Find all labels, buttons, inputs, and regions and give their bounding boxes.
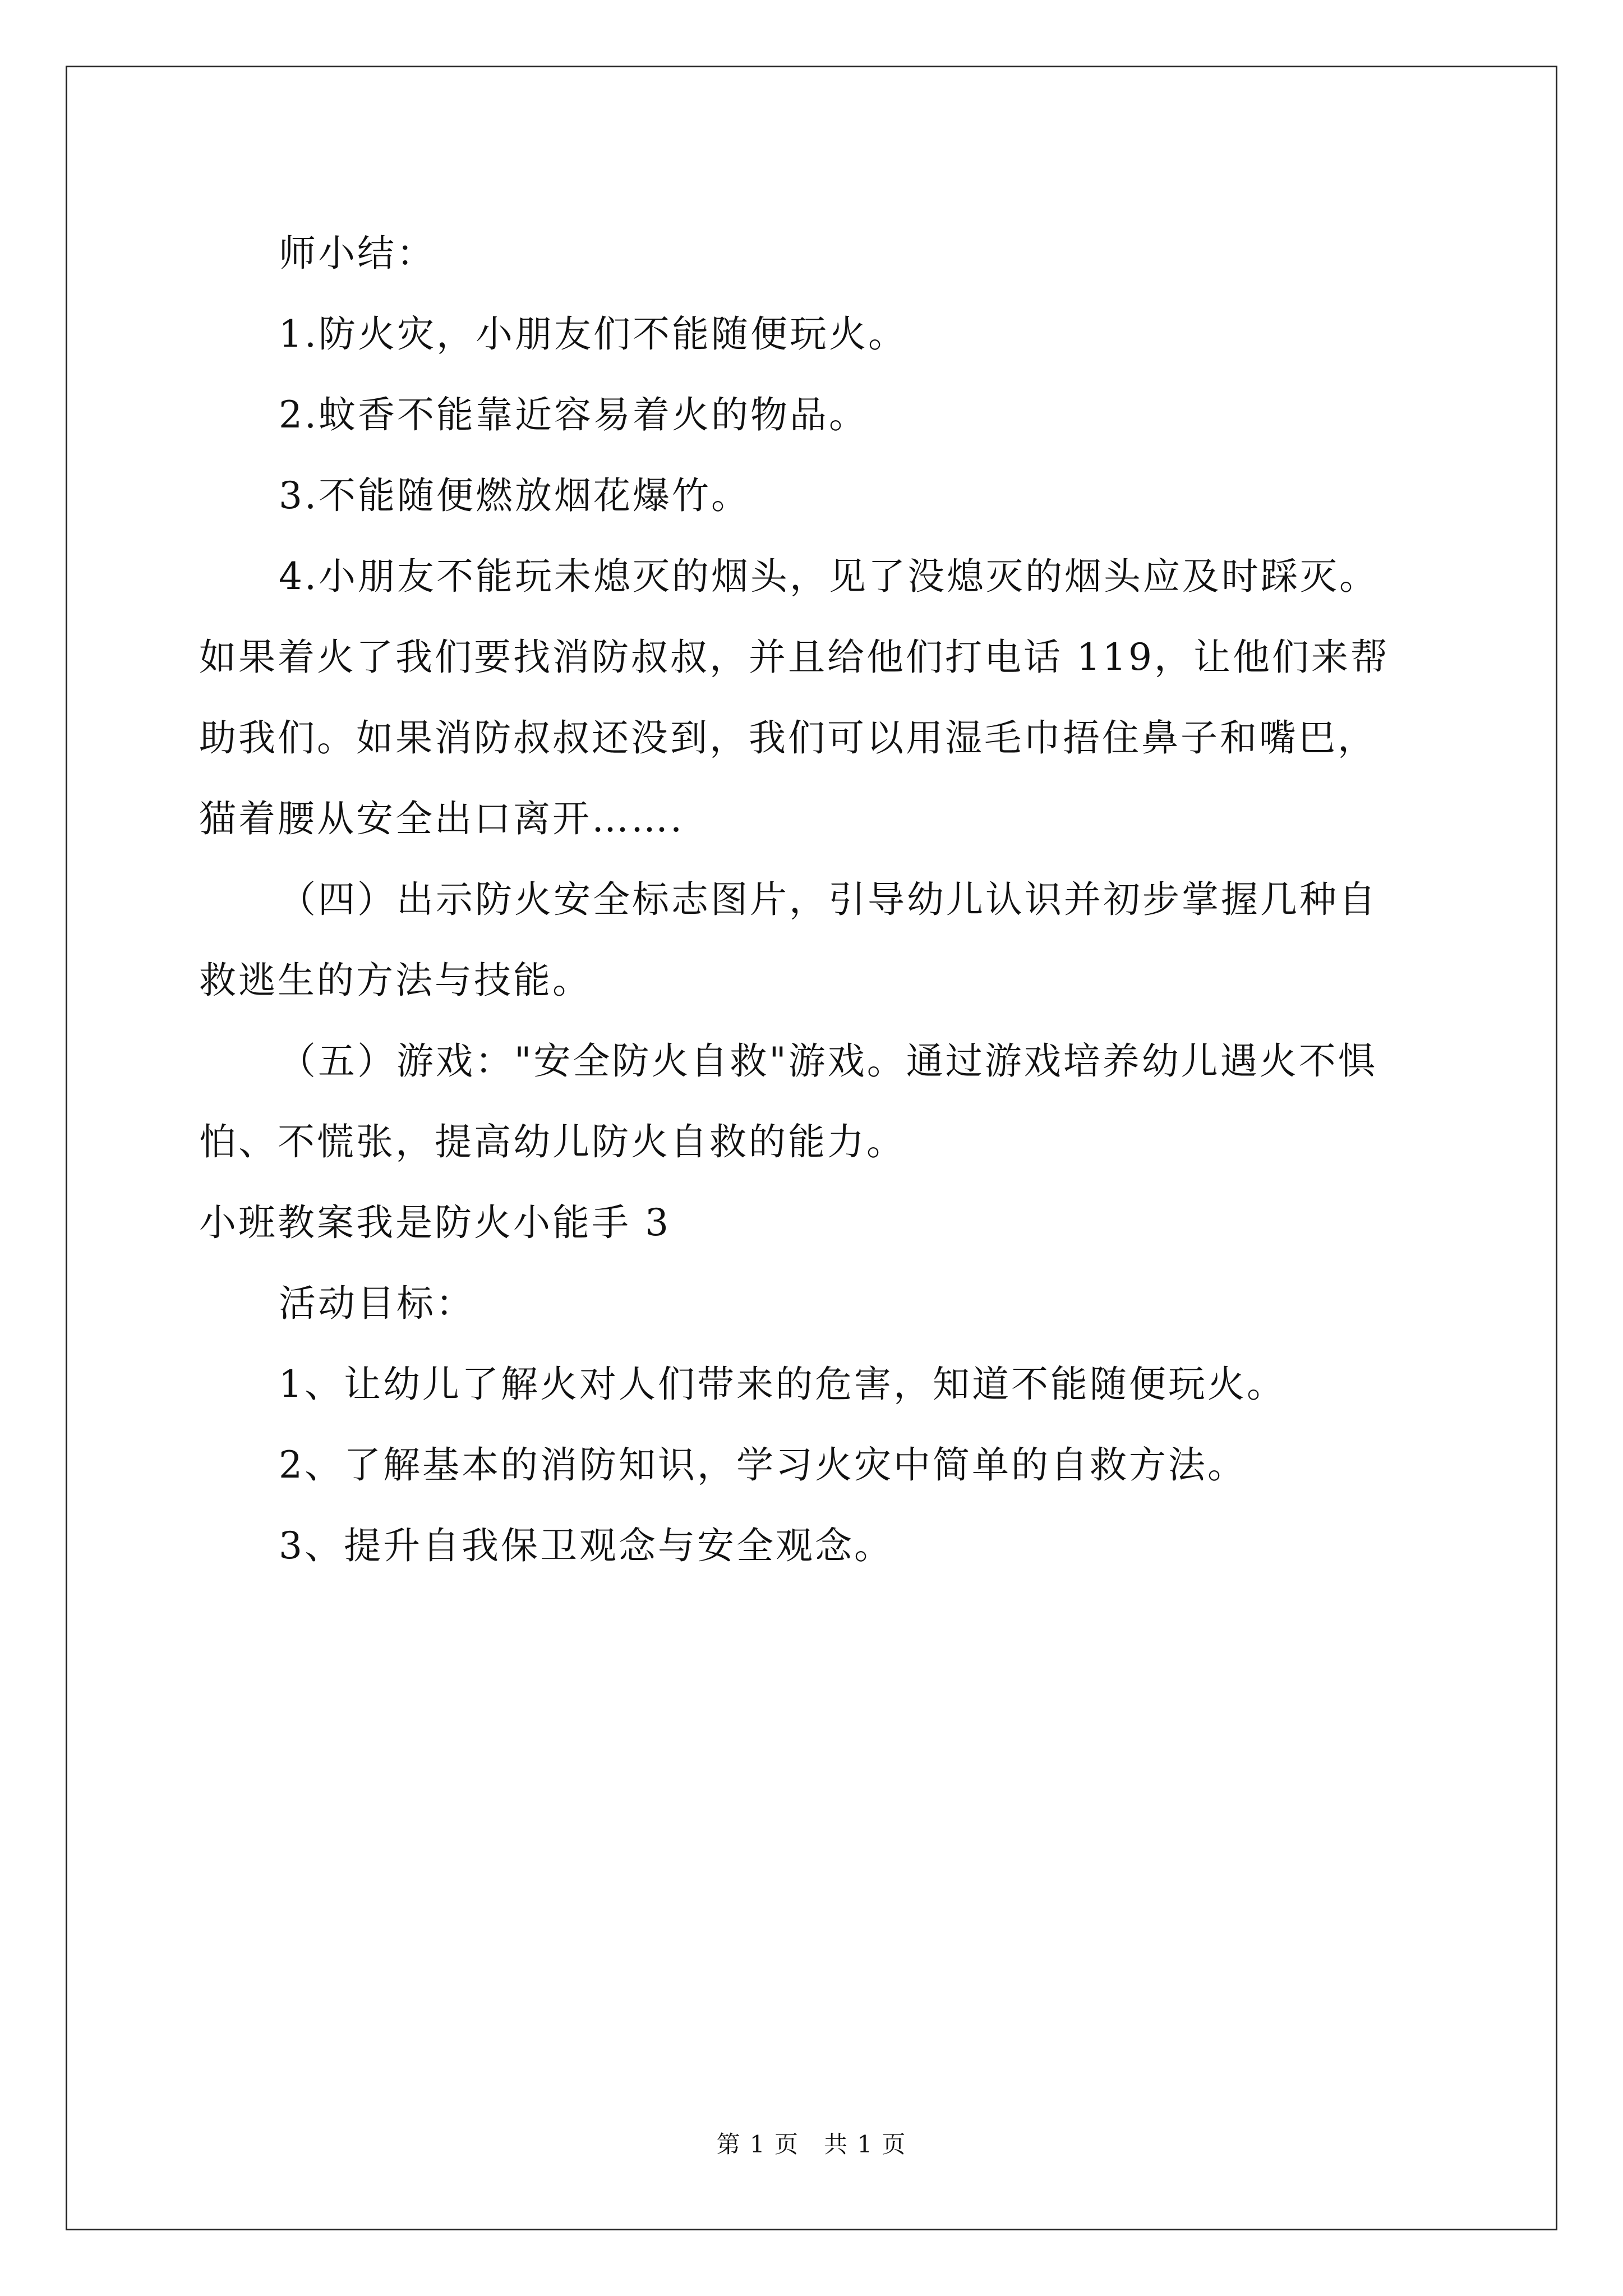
summary-item-4-line-4: 猫着腰从安全出口离开……. (199, 797, 684, 840)
objective-1: 1、让幼儿了解火对人们带来的危害，知道不能随便玩火。 (279, 1363, 1286, 1406)
section-title: 小班教案我是防火小能手 3 (199, 1201, 671, 1244)
objectives-heading: 活动目标： (279, 1282, 475, 1325)
summary-item-2: 2.蚊香不能靠近容易着火的物品。 (279, 393, 868, 436)
summary-item-4-line-2: 如果着火了我们要找消防叔叔，并且给他们打电话 119，让他们来帮 (199, 636, 1390, 679)
summary-item-4-line-3: 助我们。如果消防叔叔还没到，我们可以用湿毛巾捂住鼻子和嘴巴， (199, 716, 1377, 760)
summary-heading: 师小结： (279, 232, 436, 275)
objective-2: 2、了解基本的消防知识，学习火灾中简单的自救方法。 (279, 1443, 1247, 1487)
document-body (199, 213, 1433, 1586)
step-four-line-2: 救逃生的方法与技能。 (199, 959, 592, 1002)
summary-item-3: 3.不能随便燃放烟花爆竹。 (279, 474, 750, 517)
page-footer: 第 1 页 共 1 页 (716, 2131, 907, 2158)
summary-item-1: 1.防火灾，小朋友们不能随便玩火。 (279, 312, 907, 356)
step-five-line-1: （五）游戏："安全防火自救"游戏。通过游戏培养幼儿遇火不惧 (279, 1039, 1377, 1083)
step-four-line-1: （四）出示防火安全标志图片，引导幼儿认识并初步掌握几种自 (279, 878, 1378, 921)
step-five-line-2: 怕、不慌张，提高幼儿防火自救的能力。 (199, 1120, 906, 1163)
summary-item-4-line-1: 4.小朋友不能玩未熄灭的烟头，见了没熄灭的烟头应及时踩灭。 (279, 555, 1378, 598)
objective-3: 3、提升自我保卫观念与安全观念。 (279, 1524, 893, 1567)
